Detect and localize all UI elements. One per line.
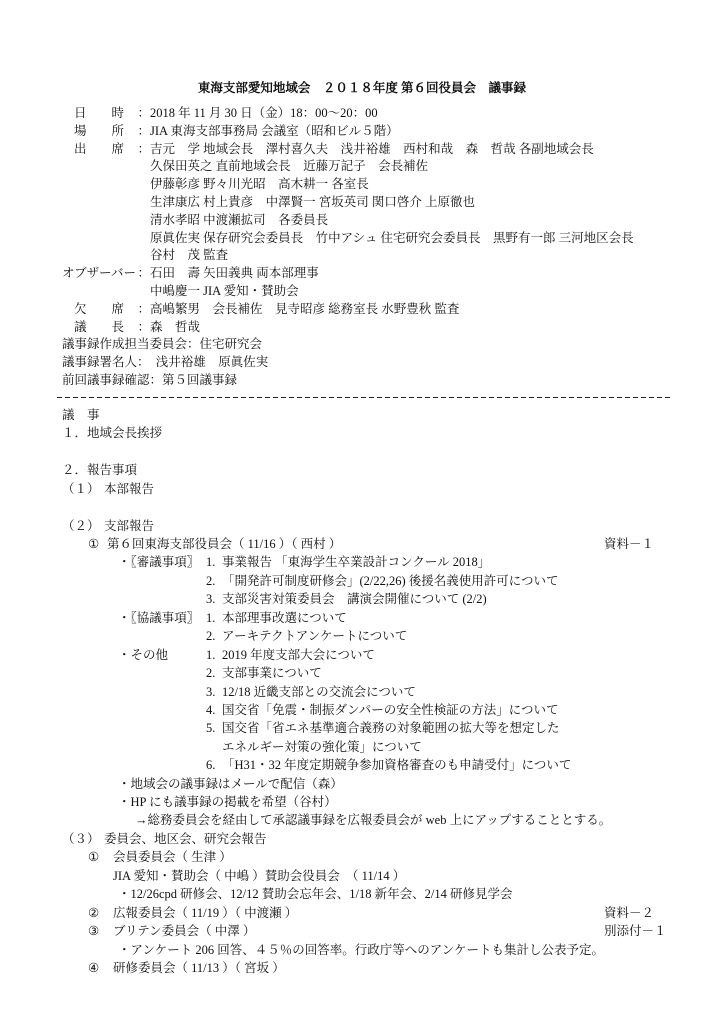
committee-title: 会員委員会（ 生津 ） [113, 850, 232, 864]
attendee-line: 久保田英之 直前地域会長 近藤万記子 会長補佐 [150, 159, 429, 173]
committee-reference: 資料－２ [604, 906, 655, 920]
other-item-number: 3. [206, 685, 216, 699]
deliberation-label: ・〖審議事項〗 [118, 555, 200, 569]
discussion-label: ・〖協議事項〗 [118, 611, 200, 625]
attendee-line: 生津康広 村上貴彦 中澤賢一 宮坂英司 関口啓介 上原徹也 [150, 195, 476, 209]
minutes-committee-separator: ： [187, 337, 200, 351]
previous-minutes-separator: ： [149, 373, 163, 387]
report-hq-title: 本部報告 [104, 482, 155, 496]
observers-separator: ： [137, 266, 151, 280]
place-label: 場 所 [74, 124, 125, 138]
other-item-text: 「H31・32 年度定期競争参加資格審査のも申請受付」について [222, 758, 572, 772]
other-item-text: 国交省「省エネ基準適合義務の対象範囲の拡大等を想定した [222, 721, 560, 735]
signatories-value: 浅井裕雄 原眞佐実 [143, 355, 269, 369]
report-hq-number: （１） [62, 482, 100, 496]
attendee-line: 吉元 学 地域会長 澤村喜久夫 浅井裕雄 西村和哉 森 哲哉 各副地域会長 [150, 142, 594, 156]
other-item-number: 1. [206, 648, 216, 662]
branch-meeting-title: 第６回東海支部役員会（ 11/16 ）（ 西村 ） [107, 537, 342, 551]
datetime-label: 日 時 [74, 106, 125, 120]
deliberation-item-number: 3. [206, 592, 216, 606]
other-item-text: 2019 年度支部大会について [222, 648, 375, 662]
place-value: JIA 東海支部事務局 会議室（昭和ビル５階） [150, 124, 399, 138]
branch-decision: →総務委員会を経由して承認議事録を広報委員会が web 上にアップすることとする。 [135, 813, 612, 827]
committee-subline: JIA 愛知・賛助会（ 中嶋 ）賛助会役員会 （ 11/14 ） [113, 869, 406, 883]
other-item-number: 4. [206, 703, 216, 717]
report-branch-title: 支部報告 [104, 519, 155, 533]
signatories-separator: ： [137, 355, 144, 369]
committee-number: ④ [88, 961, 100, 975]
branch-note: ・地域会の議事録はメールで配信（森） [118, 777, 343, 791]
attendee-line: 清水孝昭 中渡瀬拡司 各委員長 [150, 213, 329, 227]
branch-meeting-reference: 資料－１ [604, 537, 655, 551]
agenda-item-greeting: １．地域会長挨拶 [62, 426, 163, 440]
discussion-item-number: 1. [206, 611, 216, 625]
committee-title: ブリテン委員会（ 中澤 ） [113, 924, 256, 938]
absent-value: 高嶋繁男 会長補佐 見寺昭彦 総務室長 水野豊秋 監査 [150, 302, 460, 316]
other-item-number: 6. [206, 758, 216, 772]
branch-meeting-number: ① [88, 537, 100, 551]
committee-number: ③ [88, 924, 100, 938]
committee-number: ② [88, 906, 100, 920]
chair-value: 森 哲哉 [150, 320, 201, 334]
previous-minutes-label: 前回議事録確認 [62, 373, 150, 387]
attendee-line: 谷村 茂 監査 [150, 248, 229, 262]
datetime-separator: ： [137, 106, 151, 120]
agenda-heading: 議 事 [62, 408, 100, 422]
discussion-item-text: 本部理事改選について [222, 611, 347, 625]
datetime-value: 2018 年 11 月 30 日（金）18：00〜20：00 [150, 106, 378, 120]
deliberation-item-text: 「開発許可制度研修会」(2/22,26) 後援名義使用許可について [222, 574, 559, 588]
absent-label: 欠 席 [74, 302, 125, 316]
committee-reference: 別添付－１ [604, 924, 667, 938]
minutes-committee-label: 議事録作成担当委員会 [62, 337, 188, 351]
discussion-item-number: 2. [206, 629, 216, 643]
previous-minutes-value: 第５回議事録 [162, 373, 238, 387]
other-item-number: 2. [206, 666, 216, 680]
other-item-text: 支部事業について [222, 666, 322, 680]
report-committees-number: （３） [62, 832, 100, 846]
section-divider [57, 397, 670, 398]
attendee-line: 伊藤彰彦 野々川光昭 高木耕一 各室長 [150, 177, 369, 191]
chair-separator: ： [137, 320, 151, 334]
discussion-item-text: アーキテクトアンケートについて [222, 629, 408, 643]
attendance-label: 出 席 [74, 142, 125, 156]
other-item-text-continued: エネルギー対策の強化策」について [222, 740, 422, 754]
committee-bullet: ・12/26cpd 研修会、12/12 賛助会忘年会、1/18 新年会、2/14 研修見学会 [118, 887, 513, 901]
minutes-committee-value: 住宅研究会 [199, 337, 263, 351]
other-item-text: 国交省「免震・制振ダンパーの安全性検証の方法」について [222, 703, 559, 717]
attendance-separator: ： [137, 142, 151, 156]
absent-separator: ： [137, 302, 151, 316]
agenda-item-reports: ２．報告事項 [62, 463, 138, 477]
committee-title: 研修委員会（ 11/13 ）（ 宮坂 ） [113, 961, 285, 975]
other-label: ・その他 [118, 648, 169, 662]
branch-note: ・HP にも議事録の掲載を希望（谷村） [118, 795, 337, 809]
attendee-line: 原眞佐実 保存研究会委員長 竹中アシュ 住宅研究会委員長 黒野有一郎 三河地区会長 [150, 231, 634, 245]
report-branch-number: （２） [62, 519, 100, 533]
report-committees-title: 委員会、地区会、研究会報告 [104, 832, 267, 846]
other-item-text: 12/18 近畿支部との交流会について [222, 685, 416, 699]
signatories-row [62, 354, 268, 370]
observers-label: オブザーバー [62, 266, 137, 280]
place-separator: ： [137, 124, 151, 138]
previous-minutes-row [62, 372, 237, 388]
deliberation-item-text: 事業報告 「東海学生卒業設計コンクール 2018」 [222, 555, 491, 569]
committee-bullet: ・アンケート 206 回答、４５％の回答率。行政庁等へのアンケートも集計し公表予定。 [118, 943, 605, 957]
chair-label: 議 長 [74, 320, 125, 334]
signatories-label: 議事録署名人 [62, 355, 138, 369]
deliberation-item-text: 支部災害対策委員会 講演会開催について (2/2) [222, 592, 487, 606]
committee-title: 広報委員会（ 11/19 ）（ 中渡瀬 ） [113, 906, 298, 920]
deliberation-item-number: 2. [206, 574, 216, 588]
observer-line: 中嶋慶一 JIA 愛知・賛助会 [150, 284, 299, 298]
committee-number: ① [88, 850, 100, 864]
observer-line: 石田 壽 矢田義典 両本部理事 [150, 266, 319, 280]
minutes-committee-row [62, 336, 262, 352]
document-title: 東海支部愛知地域会 ２０１８年度 第６回役員会 議事録 [197, 81, 527, 95]
other-item-number: 5. [206, 721, 216, 735]
deliberation-item-number: 1. [206, 555, 216, 569]
